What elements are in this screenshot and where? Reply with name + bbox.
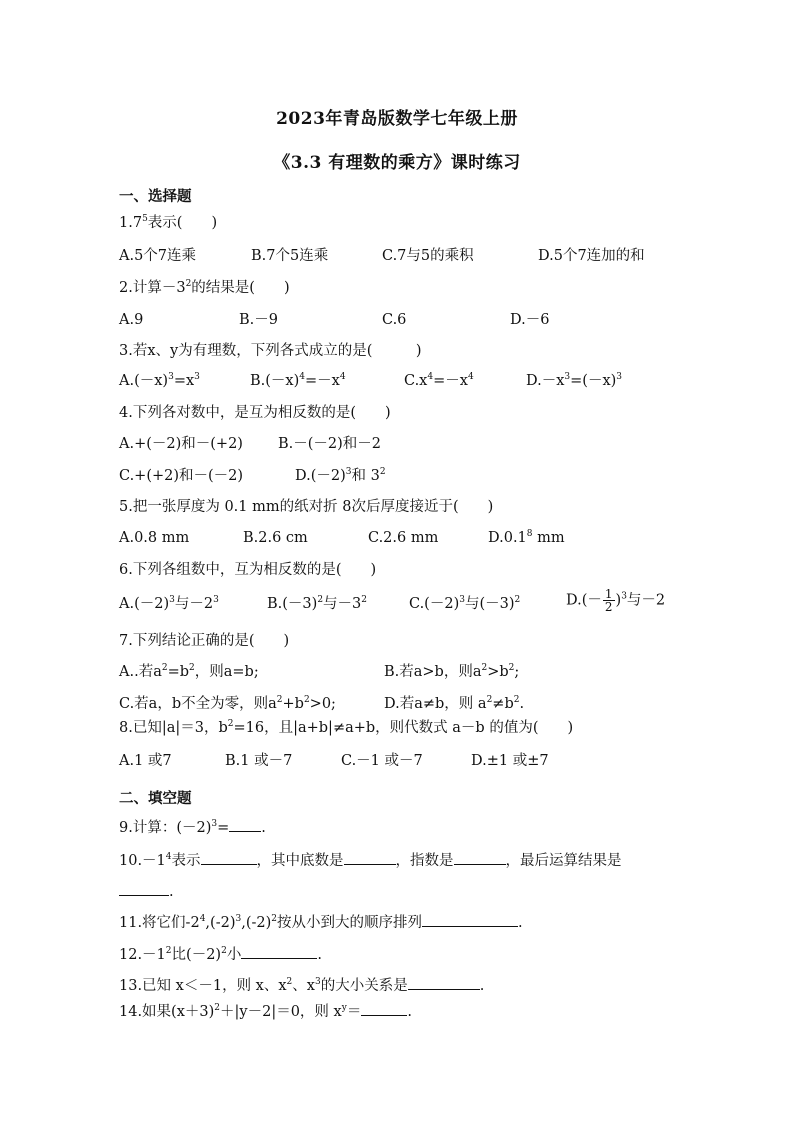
question-8-option-c: C.－1 或－7 <box>341 753 423 769</box>
question-6-option-a: $A.(-2)^3$与$-2^3$ <box>119 595 219 612</box>
question-4-option-c: C.+(+2)和－(－2) <box>119 468 244 484</box>
question-7-option-a: A..若$a^2=b^2$，则a=b; <box>119 663 259 680</box>
question-5-option-b: B.2.6 cm <box>243 530 308 546</box>
question-4-option-b: B.－(－2)和－2 <box>278 436 382 452</box>
answer-blank[interactable] <box>201 850 257 865</box>
question-2-option-c: C.6 <box>382 312 407 328</box>
question-1-stem: $1.7^5$表示( ) <box>119 214 218 231</box>
question-4-option-d: $D.(-2)^3$和 $3^2$ <box>295 467 386 484</box>
question-2-stem: 2.计算$-3^2$的结果是( ) <box>119 279 290 296</box>
question-10-continued: . <box>119 881 719 902</box>
page-title: 2023年青岛版数学七年级上册 <box>276 109 518 129</box>
question-7-option-c: C.若a，b不全为零，则$a^2+b^2>0$; <box>119 695 336 712</box>
question-2-option-d: D.－6 <box>510 312 550 328</box>
answer-blank[interactable] <box>119 881 169 896</box>
answer-blank[interactable] <box>361 1001 407 1016</box>
question-2-option-b: B.－9 <box>239 312 278 328</box>
question-6-option-d: D.(－ $\frac{1}{2}$ )$^3$与－2 <box>566 587 666 614</box>
question-4-option-a: A.+(－2)和－(+2) <box>119 436 243 452</box>
question-5-option-d: D.0.1$^8$ mm <box>488 529 565 546</box>
fraction-one-half: $\frac{1}{2}$ <box>604 587 613 614</box>
answer-blank[interactable] <box>229 817 261 832</box>
question-9: 9.计算：$(-2)^3=$ . <box>119 817 719 838</box>
question-1-option-c: C.7与5的乘积 <box>382 248 474 264</box>
question-1-option-a: A.5个7连乘 <box>119 248 197 264</box>
question-8-stem: 8.已知|a|＝3，$b^2=16$，且|a+b|≠a+b，则代数式 a－b 的值为( ) <box>119 719 574 736</box>
question-3-option-c: $C.x^4=-x^4$ <box>404 372 474 389</box>
question-7-stem: 7.下列结论正确的是( ) <box>119 633 290 649</box>
question-2-option-a: A.9 <box>119 312 144 328</box>
section-fill-heading: 二、填空题 <box>119 790 192 807</box>
question-1-option-d: D.5个7连加的和 <box>538 248 645 264</box>
question-13: 13.已知 x＜－1，则 x、$x^2$、$x^3$的大小关系是 . <box>119 975 719 996</box>
question-6-stem: 6.下列各组数中，互为相反数的是( ) <box>119 562 377 578</box>
question-8-option-a: A.1 或7 <box>119 753 172 769</box>
question-7-option-d: D.若a≠b，则 $a^2\ne b^2$. <box>384 695 525 712</box>
question-4-stem: 4.下列各对数中，是互为相反数的是( ) <box>119 405 391 421</box>
question-14: 14.如果$(x+3)^2+|y-2|=0$，则 $x^y=$ . <box>119 1001 719 1022</box>
answer-blank[interactable] <box>454 850 506 865</box>
question-5-option-a: A.0.8 mm <box>119 530 190 546</box>
question-3-option-b: $B.(-x)^4=-x^4$ <box>250 372 346 389</box>
answer-blank[interactable] <box>344 850 396 865</box>
question-6-option-c: $C.(-2)^3$与$(-3)^2$ <box>409 595 521 612</box>
question-6-option-b: $B.(-3)^2$与$-3^2$ <box>267 595 368 612</box>
question-8-option-b: B.1 或－7 <box>225 753 293 769</box>
answer-blank[interactable] <box>408 975 480 990</box>
question-8-option-d: D.±1 或±7 <box>471 753 549 769</box>
question-7-option-b: B.若a>b，则$a^2>b^2$; <box>384 663 520 680</box>
question-5-option-c: C.2.6 mm <box>368 530 439 546</box>
section-choice-heading: 一、选择题 <box>119 188 192 205</box>
question-11: 11.将它们$-2^4,(-2)^3,(-2)^2$按从小到大的顺序排列 . <box>119 912 719 933</box>
answer-blank[interactable] <box>241 944 317 959</box>
question-1-option-b: B.7个5连乘 <box>251 248 329 264</box>
question-12: $12.-1^2$比$(-2)^2$小 . <box>119 944 719 965</box>
question-3-stem: 3.若x、y为有理数，下列各式成立的是( ) <box>119 343 422 359</box>
question-5-stem: 5.把一张厚度为 0.1 mm的纸对折 8次后厚度接近于( ) <box>119 499 494 515</box>
page-subtitle: 《3.3 有理数的乘方》课时练习 <box>273 153 521 173</box>
question-10: $10.-1^4$表示 ，其中底数是 ，指数是 ，最后运算结果是 <box>119 850 719 871</box>
question-3-option-a: $A.(-x)^3=x^3$ <box>119 372 200 389</box>
answer-blank[interactable] <box>422 912 518 927</box>
question-3-option-d: $D.-x^3=(-x)^3$ <box>526 372 623 389</box>
